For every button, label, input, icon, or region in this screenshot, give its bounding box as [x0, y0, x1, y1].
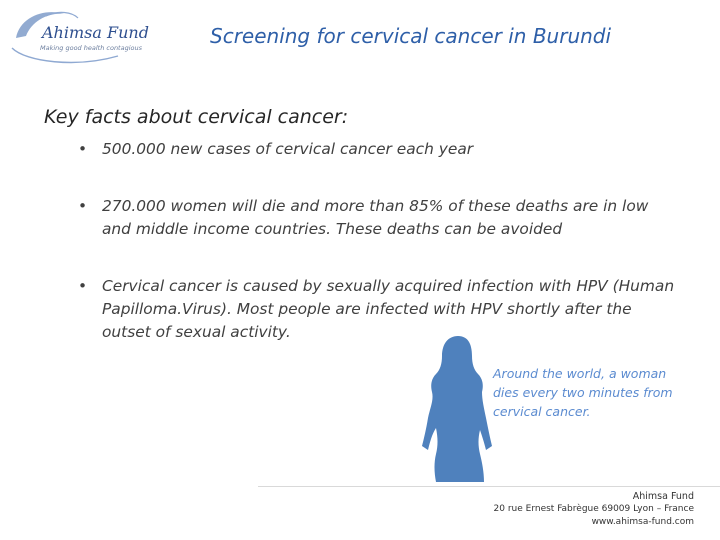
footer-website: www.ahimsa-fund.com	[591, 517, 694, 527]
list-item-text: Cervical cancer is caused by sexually acquired infection with HPV (Human Papilloma.Virus). Most people are infected with HPV shortly after the outset of sexual activity.	[102, 277, 675, 341]
callout-quote: Around the world, a woman dies every two minutes from cervical cancer.	[493, 366, 673, 419]
footer-org-name: Ahimsa Fund	[632, 491, 694, 502]
section-heading: Key facts about cervical cancer:	[44, 106, 349, 128]
footer-address: 20 rue Ernest Fabrègue 69009 Lyon – France	[493, 504, 694, 514]
footer-divider	[258, 486, 720, 487]
footer	[494, 490, 694, 529]
bullet-marker: •	[78, 277, 88, 295]
ahimsa-fund-logo	[6, 4, 149, 68]
list-item	[78, 195, 678, 241]
woman-silhouette-icon	[418, 334, 498, 482]
bullet-marker: •	[78, 140, 88, 158]
svg-text:Making good health contagious: Making good health contagious	[40, 44, 143, 52]
list-item-text: 270.000 women will die and more than 85% of these deaths are in low and middle income countries. These deaths can be avoided	[102, 197, 649, 238]
list-item	[78, 138, 678, 161]
key-facts-list	[78, 138, 678, 344]
list-item	[78, 275, 678, 344]
svg-text:Ahimsa Fund: Ahimsa Fund	[42, 23, 149, 42]
bullet-marker: •	[78, 197, 88, 215]
list-item-text: 500.000 new cases of cervical cancer each year	[102, 140, 474, 158]
page-title: Screening for cervical cancer in Burundi	[210, 24, 612, 48]
